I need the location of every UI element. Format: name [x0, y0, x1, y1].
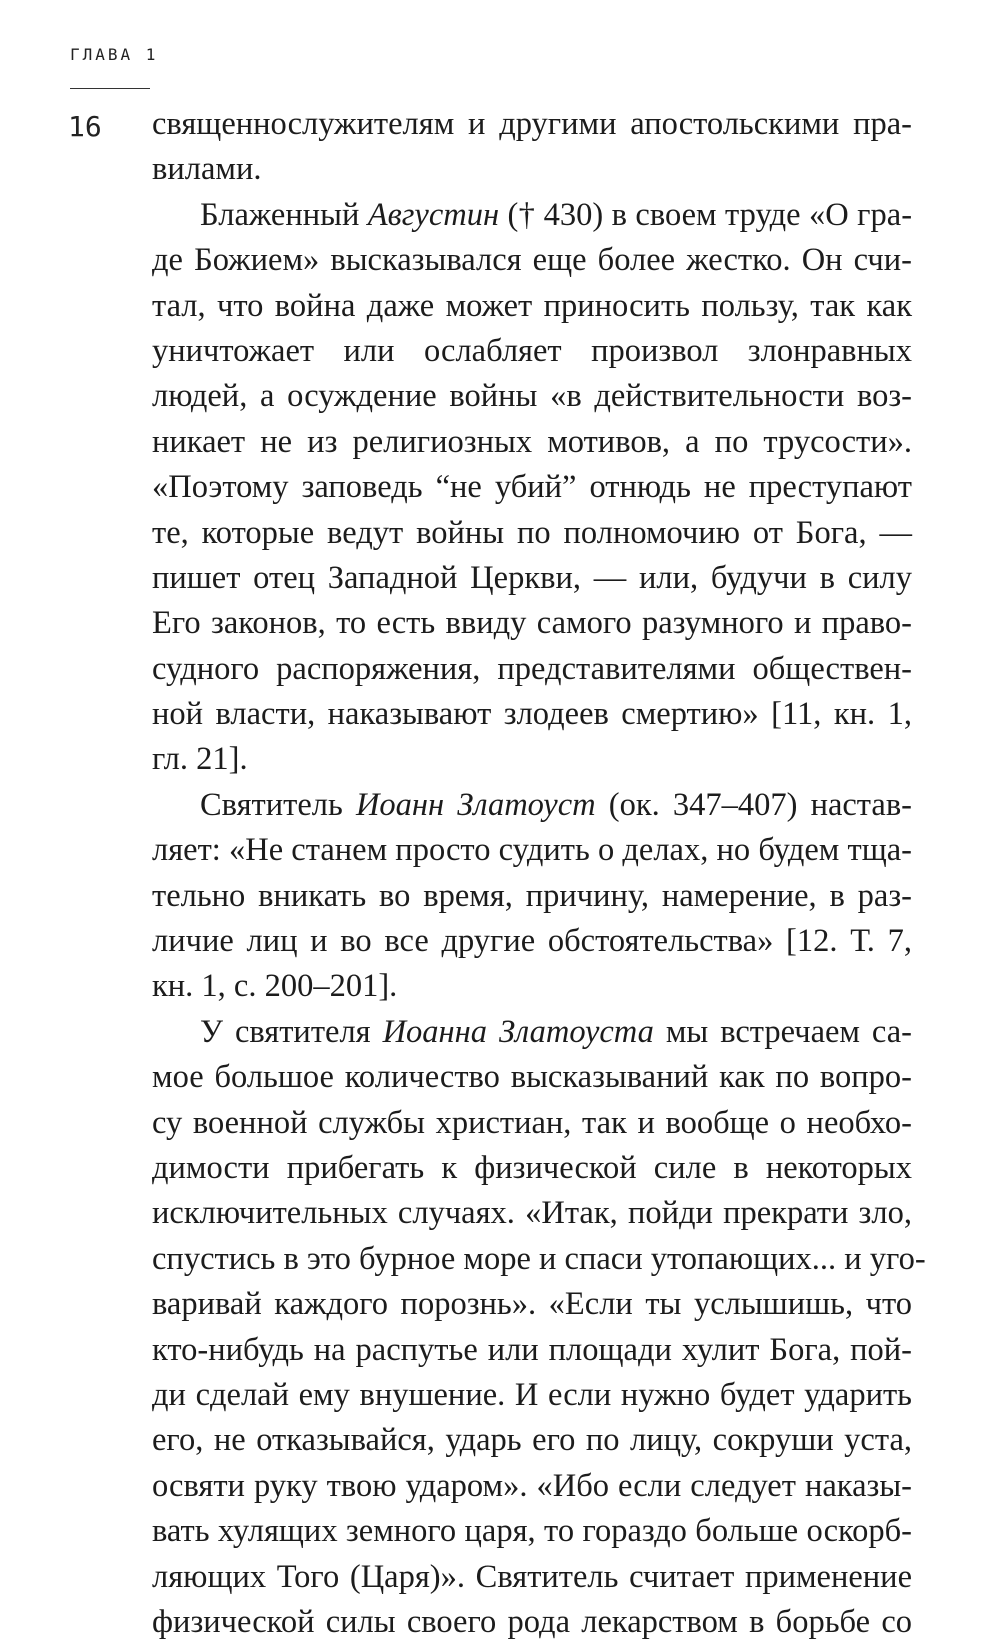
- text-line: тал, что война даже может приносить пользу, так как: [152, 287, 912, 324]
- text-line: ляющих Того (Царя)». Святитель считает применение: [152, 1558, 912, 1595]
- text-line: Его законов, то есть ввиду самого разумного и право-: [152, 605, 912, 642]
- text-line: вать хулящих земного царя, то гораздо больше оскорб-: [152, 1513, 912, 1550]
- page-number: 16: [68, 110, 102, 143]
- text-line: уничтожает или ослабляет произвол злонравных: [152, 332, 912, 369]
- text-line: кто-нибудь на распутье или площади хулит Бога, пой-: [152, 1331, 912, 1368]
- header-rule: [70, 88, 150, 89]
- text-line: мое большое количество высказываний как по вопро-: [152, 1059, 912, 1096]
- text-line: вилами.: [152, 151, 262, 188]
- body-text: [152, 102, 926, 1645]
- author-name-augustine: Августин: [367, 196, 500, 233]
- text-line: [152, 1010, 912, 1055]
- text-run: мы встречаем са-: [653, 1013, 912, 1050]
- text-line: ной власти, наказывают злодеев смертию» [11, кн. 1,: [152, 696, 912, 733]
- text-line: ляет: «Не станем просто судить о делах, но будем тща-: [152, 832, 912, 869]
- text-run: У святителя: [200, 1013, 383, 1050]
- author-name-chrysostom: Иоанна Златоуста: [382, 1013, 654, 1050]
- text-line: ди сделай ему внушение. И если нужно будет ударить: [152, 1376, 912, 1413]
- text-line: су военной службы христиан, так и вообще о необхо-: [152, 1104, 912, 1141]
- text-line: де Божием» высказывался еще более жестко. Он счи-: [152, 242, 912, 279]
- text-line: священнослужителям и другими апостольскими пра-: [152, 106, 912, 142]
- text-line: димости прибегать к физической силе в некоторых: [152, 1149, 912, 1186]
- text-run: († 430) в своем труде «О гра-: [499, 196, 913, 233]
- text-line: те, которые ведут войны по полномочию от Бога, —: [152, 514, 912, 551]
- text-line: физической силы своего рода лекарством в борьбе со: [152, 1603, 912, 1640]
- running-head-chapter: ГЛАВА 1: [70, 45, 159, 64]
- text-line: варивай каждого порознь». «Если ты услышишь, что: [152, 1286, 912, 1323]
- text-line: людей, а осуждение войны «в действительности воз-: [152, 378, 912, 415]
- text-line: [152, 783, 912, 828]
- text-line: исключительных случаях. «Итак, пойди прекрати зло,: [152, 1195, 912, 1232]
- text-line: «Поэтому заповедь “не убий” отнюдь не преступают: [152, 469, 912, 506]
- text-line: спустись в это бурное море и спаси утопающих... и уго-: [152, 1240, 926, 1277]
- author-name-chrysostom: Иоанн Златоуст: [355, 786, 596, 823]
- text-line: его, не отказывайся, ударь его по лицу, сокруши уста,: [152, 1422, 912, 1459]
- text-line: судного распоряжения, представителями обществен-: [152, 650, 912, 687]
- text-line: [152, 193, 912, 238]
- text-line: гл. 21].: [152, 741, 248, 778]
- text-line: личие лиц и во все другие обстоятельства» [12. Т. 7,: [152, 923, 912, 960]
- text-line: тельно вникать во время, причину, намерение, в раз-: [152, 877, 912, 914]
- text-line: пишет отец Западной Церкви, — или, будучи в силу: [152, 559, 912, 596]
- text-run: (ок. 347–407) настав-: [595, 786, 912, 823]
- text-line: кн. 1, с. 200–201].: [152, 968, 398, 1005]
- text-line: никает не из религиозных мотивов, а по трусости».: [152, 423, 912, 460]
- text-run: Святитель: [200, 786, 356, 823]
- text-run: Блаженный: [200, 196, 368, 233]
- text-line: освяти руку твою ударом». «Ибо если следует наказы-: [152, 1467, 912, 1504]
